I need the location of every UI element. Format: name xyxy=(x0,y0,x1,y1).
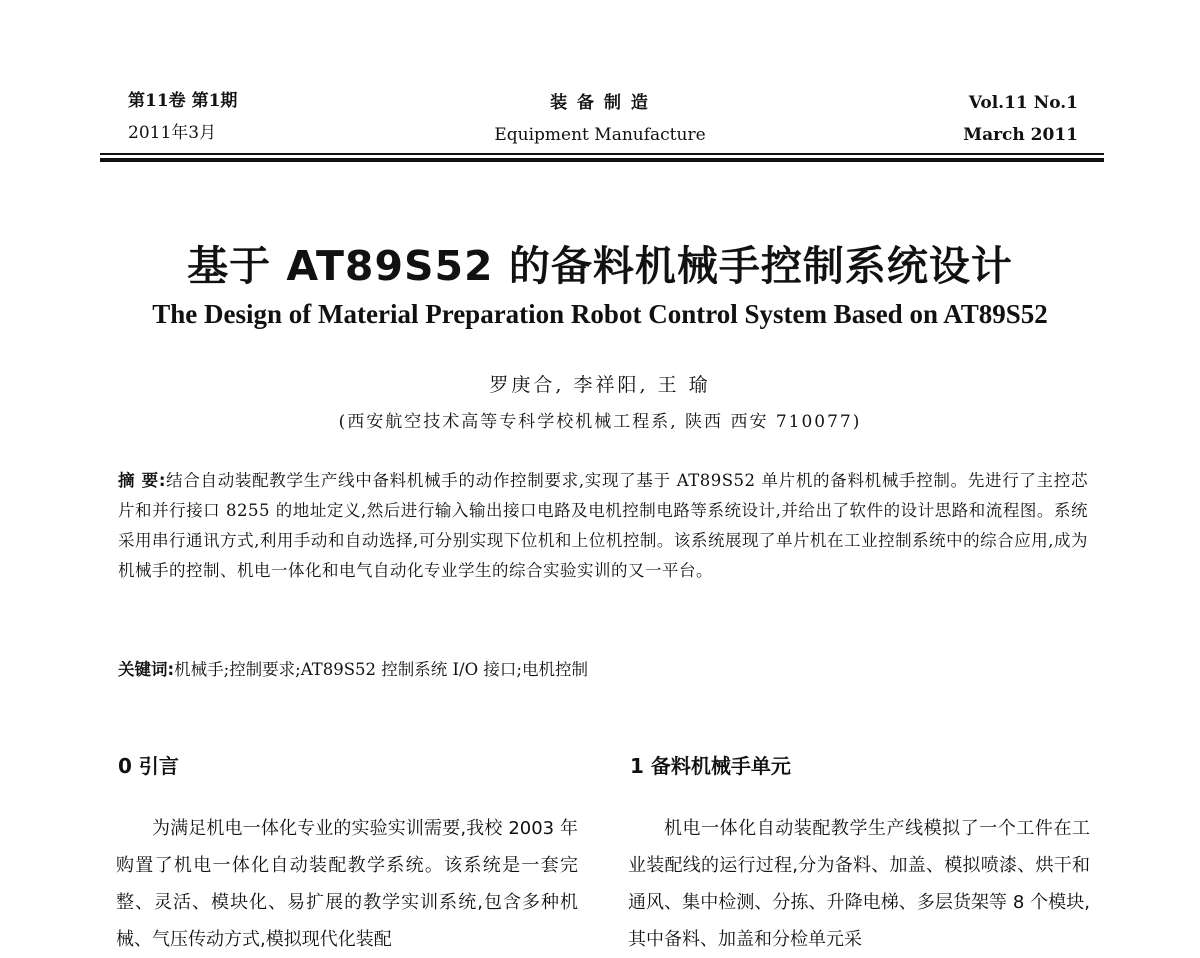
header-rule-thick xyxy=(100,158,1104,162)
publication-date: 2011年3月 xyxy=(128,123,217,143)
column-right xyxy=(628,810,1090,958)
section-heading-robot-unit: 1 备料机械手单元 xyxy=(630,754,791,778)
abstract xyxy=(118,466,1088,586)
keywords-label: 关键词: xyxy=(118,660,175,679)
volume-issue-en: Vol.11 No.1 xyxy=(968,93,1078,113)
authors: 罗庚合, 李祥阳, 王 瑜 xyxy=(489,374,711,396)
section-heading-introduction: 0 引言 xyxy=(118,754,179,778)
abstract-label: 摘 要: xyxy=(118,471,166,490)
paper-title-en: The Design of Material Preparation Robot Control System Based on AT89S52 xyxy=(152,299,1048,329)
header-rule-thin xyxy=(100,153,1104,155)
abstract-text: 结合自动装配教学生产线中备料机械手的动作控制要求,实现了基于 AT89S52 单片机的备料机械手控制。先进行了主控芯片和并行接口 8255 的地址定义,然后进行输入输出接口电路及电机控制电路等系统设计,并给出了软件的设计思路和流程图。系统采用串行通讯方式,利用手动和自动选择,可分别实现下位机和上位机控制。该系统展现了单片机在工业控制系统中的综合应用,成为机械手的控制、机电一体化和电气自动化专业学生的综合实验实训的又一平台。 xyxy=(118,471,1088,580)
journal-name-cn: 装 备 制 造 xyxy=(550,93,650,113)
paper-title-cn: 基于 AT89S52 的备料机械手控制系统设计 xyxy=(187,242,1013,290)
journal-name-en: Equipment Manufacture xyxy=(494,125,706,145)
publication-date-en: March 2011 xyxy=(963,125,1078,145)
affiliation: (西安航空技术高等专科学校机械工程系, 陕西 西安 710077) xyxy=(338,412,862,432)
paragraph-introduction: 为满足机电一体化专业的实验实训需要,我校 2003 年购置了机电一体化自动装配教学系统。该系统是一套完整、灵活、模块化、易扩展的教学实训系统,包含多种机械、气压传动方式,模拟现代化装配 xyxy=(116,818,578,950)
keywords xyxy=(118,655,1088,685)
volume-issue: 第11卷 第1期 xyxy=(128,91,238,111)
keywords-text: 机械手;控制要求;AT89S52 控制系统 I/O 接口;电机控制 xyxy=(174,660,588,679)
paragraph-robot-unit: 机电一体化自动装配教学生产线模拟了一个工件在工业装配线的运行过程,分为备料、加盖、模拟喷漆、烘干和通风、集中检测、分拣、升降电梯、多层货架等 8 个模块,其中备料、加盖和分检单元采 xyxy=(628,818,1090,950)
column-left xyxy=(116,810,578,958)
